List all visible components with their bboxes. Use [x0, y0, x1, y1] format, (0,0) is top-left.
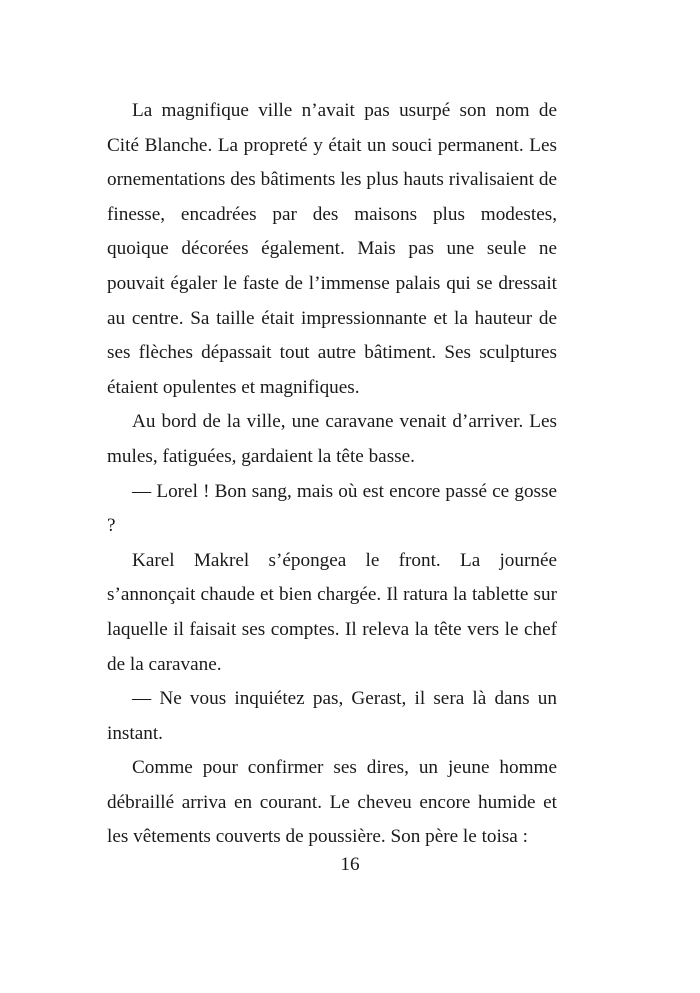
- paragraph-5-dialogue: — Ne vous inquiétez pas, Gerast, il sera là dans un instant.: [107, 688, 557, 744]
- paragraph-3-dialogue: — Lorel ! Bon sang, mais où est encore passé ce gosse ?: [107, 480, 557, 537]
- body-text: [107, 94, 557, 855]
- page-number: 16: [340, 854, 360, 875]
- paragraph-4: Karel Makrel s’épongea le front. La journée s’annonçait chaude et bien chargée. Il ratura la tablette sur laquelle il faisait ses comptes. Il releva la tête vers le chef de la caravane.: [107, 549, 557, 675]
- paragraph-1: La magnifique ville n’avait pas usurpé son nom de Cité Blanche. La propreté y était un souci permanent. Les ornementations des bâtiments les plus hauts rivalisaient de finesse, encadrées par des maisons plus modestes, quoique décorées également. Mais pas une seule ne pouvait égaler le faste de l’immense palais qui se dressait au centre. Sa taille était impressionnante et la hauteur de ses flèches dépassait tout autre bâtiment. Ses sculptures étaient opulentes et magnifiques.: [107, 100, 557, 398]
- paragraph-2: Au bord de la ville, une caravane venait d’arriver. Les mules, fatiguées, gardaient la tête basse.: [107, 411, 557, 467]
- paragraph-6: Comme pour confirmer ses dires, un jeune homme débraillé arriva en courant. Le cheveu encore humide et les vêtements couverts de poussière. Son père le toisa :: [107, 757, 557, 848]
